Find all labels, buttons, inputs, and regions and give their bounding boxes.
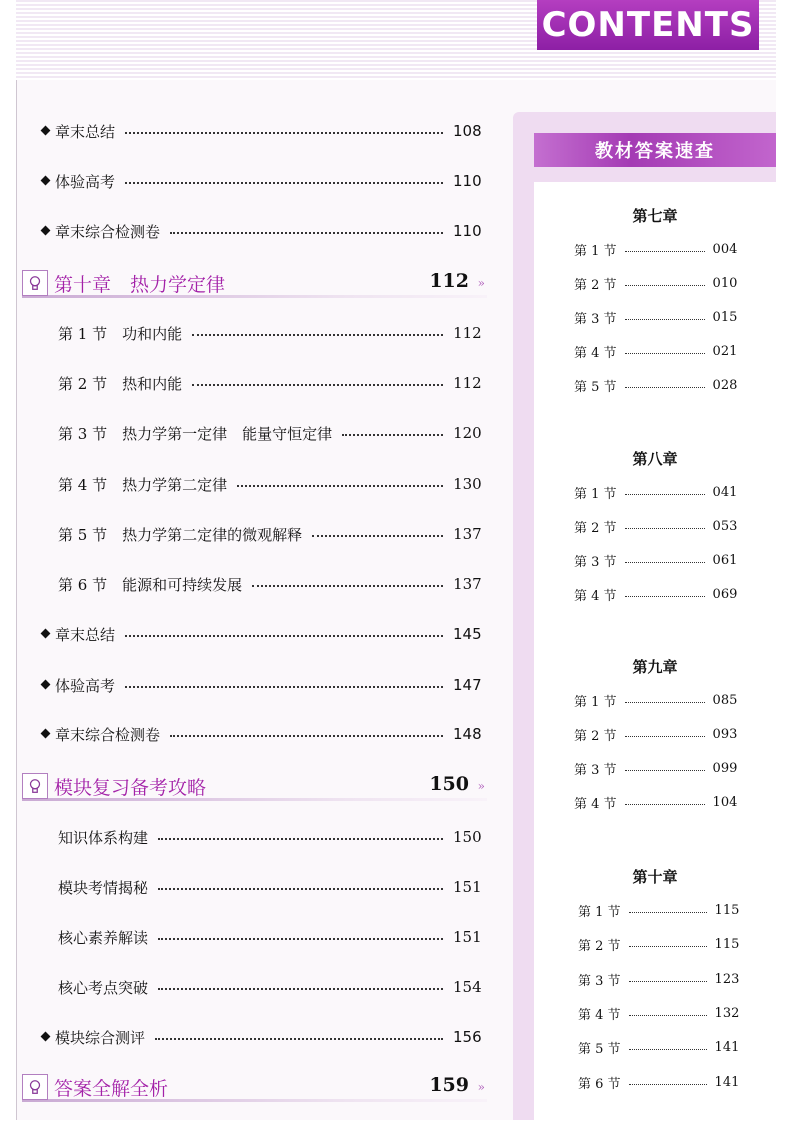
toc-section-item[interactable] xyxy=(58,974,482,1000)
toc-section-item[interactable] xyxy=(58,420,482,446)
answer-row[interactable] xyxy=(574,515,737,537)
chevron-right-icon: » xyxy=(477,779,485,793)
toc-entry-page: 145 xyxy=(453,625,482,643)
answer-page: 123 xyxy=(714,971,740,987)
toc-section-item[interactable] xyxy=(58,571,482,597)
toc-end-item[interactable] xyxy=(42,621,482,647)
lightbulb-icon xyxy=(22,773,48,799)
answer-page: 021 xyxy=(712,343,738,359)
toc-entry-page: 154 xyxy=(453,978,482,996)
dot-leader xyxy=(192,334,443,336)
toc-section-item[interactable] xyxy=(58,320,482,346)
answer-section-label: 第 3 节 xyxy=(578,973,621,989)
answer-section-label: 第 5 节 xyxy=(578,1041,621,1057)
toc-entry-label: 第 3 节 热力学第一定律 能量守恒定律 xyxy=(58,424,333,443)
answer-row[interactable] xyxy=(574,481,737,503)
toc-section-item[interactable] xyxy=(58,471,482,497)
dot-leader xyxy=(625,528,705,529)
answer-section-label: 第 4 节 xyxy=(574,588,617,604)
page-frame-line xyxy=(16,80,17,1120)
toc-entry-label: 知识体系构建 xyxy=(58,828,149,847)
dot-leader xyxy=(625,285,705,286)
answer-page: 093 xyxy=(712,726,738,742)
toc-section-item[interactable] xyxy=(58,924,482,950)
toc-entry-label: 第 4 节 热力学第二定律 xyxy=(58,475,228,494)
answer-section-label: 第 3 节 xyxy=(574,762,617,778)
bullet-icon xyxy=(41,728,51,738)
toc-end-item[interactable] xyxy=(42,218,482,244)
dot-leader xyxy=(625,770,705,771)
bullet-icon xyxy=(41,175,51,185)
answer-section-label: 第 5 节 xyxy=(574,379,617,395)
answer-section-label: 第 4 节 xyxy=(574,796,617,812)
answer-row[interactable] xyxy=(578,933,739,955)
toc-entry-page: 137 xyxy=(453,575,482,593)
dot-leader xyxy=(625,251,705,252)
dot-leader xyxy=(125,686,443,688)
answer-section-label: 第 2 节 xyxy=(574,728,617,744)
answer-section-label: 第 2 节 xyxy=(574,520,617,536)
answer-row[interactable] xyxy=(574,374,737,396)
answer-section-label: 第 6 节 xyxy=(578,1076,621,1092)
answer-row[interactable] xyxy=(574,791,737,813)
toc-end-item[interactable] xyxy=(42,1024,482,1050)
toc-section-item[interactable] xyxy=(58,874,482,900)
answer-page: 115 xyxy=(714,936,740,952)
answer-row[interactable] xyxy=(578,968,739,990)
answer-row[interactable] xyxy=(578,1036,739,1058)
dot-leader xyxy=(625,596,705,597)
dot-leader xyxy=(625,494,705,495)
dot-leader xyxy=(625,562,705,563)
answer-page: 061 xyxy=(712,552,738,568)
answer-row[interactable] xyxy=(574,272,737,294)
dot-leader xyxy=(629,946,707,947)
answer-section-label: 第 1 节 xyxy=(578,904,621,920)
toc-end-item[interactable] xyxy=(42,118,482,144)
bullet-icon xyxy=(41,628,51,638)
dot-leader xyxy=(158,988,443,990)
answer-page: 141 xyxy=(714,1074,740,1090)
toc-entry-page: 112 xyxy=(453,374,482,392)
lightbulb-icon xyxy=(22,1074,48,1100)
toc-entry-label: 模块综合测评 xyxy=(55,1028,146,1047)
answer-section-label: 第 1 节 xyxy=(574,243,617,259)
toc-entry-page: 130 xyxy=(453,475,482,493)
answer-panel-header: 教材答案速查 xyxy=(534,133,776,167)
toc-entry-page: 120 xyxy=(453,424,482,442)
dot-leader xyxy=(629,1084,707,1085)
bullet-icon xyxy=(41,225,51,235)
answer-row[interactable] xyxy=(574,238,737,260)
dot-leader xyxy=(625,387,705,388)
answer-page: 085 xyxy=(712,692,738,708)
dot-leader xyxy=(625,702,705,703)
answer-chapter-title: 第九章 xyxy=(632,658,678,676)
dot-leader xyxy=(625,736,705,737)
dot-leader xyxy=(158,938,443,940)
toc-entry-label: 模块考情揭秘 xyxy=(58,878,149,897)
chapter-page: 159 xyxy=(429,1074,469,1096)
chapter-page: 112 xyxy=(429,270,469,292)
dot-leader xyxy=(629,912,707,913)
answer-row[interactable] xyxy=(574,340,737,362)
dot-leader xyxy=(155,1038,443,1040)
dot-leader xyxy=(625,319,705,320)
toc-entry-label: 第 6 节 能源和可持续发展 xyxy=(58,575,243,594)
answer-row[interactable] xyxy=(574,689,737,711)
toc-entry-label: 章末综合检测卷 xyxy=(55,222,161,241)
dot-leader xyxy=(158,888,443,890)
bullet-icon xyxy=(41,125,51,135)
toc-end-item[interactable] xyxy=(42,721,482,747)
answer-row[interactable] xyxy=(574,583,737,605)
toc-entry-page: 147 xyxy=(453,676,482,694)
answer-row[interactable] xyxy=(578,1002,739,1024)
toc-entry-page: 148 xyxy=(453,725,482,743)
answer-page: 132 xyxy=(714,1005,740,1021)
answer-section-label: 第 2 节 xyxy=(574,277,617,293)
toc-entry-page: 108 xyxy=(453,122,482,140)
chevron-right-icon: » xyxy=(477,276,485,290)
chapter-page: 150 xyxy=(429,773,469,795)
answer-page: 115 xyxy=(714,902,740,918)
dot-leader xyxy=(252,585,443,587)
chapter-title: 模块复习备考攻略 xyxy=(54,777,207,799)
answer-page: 104 xyxy=(712,794,738,810)
toc-entry-label: 章末总结 xyxy=(55,625,116,644)
answer-row[interactable] xyxy=(578,899,739,921)
dot-leader xyxy=(237,485,443,487)
dot-leader xyxy=(629,1015,707,1016)
toc-section-item[interactable] xyxy=(58,370,482,396)
toc-entry-page: 137 xyxy=(453,525,482,543)
answer-page: 069 xyxy=(712,586,738,602)
toc-entry-page: 112 xyxy=(453,324,482,342)
dot-leader xyxy=(312,535,443,537)
chevron-right-icon: » xyxy=(477,1080,485,1094)
answer-chapter-title: 第七章 xyxy=(632,207,678,225)
toc-section-item[interactable] xyxy=(58,824,482,850)
answer-chapter-title: 第八章 xyxy=(632,450,678,468)
dot-leader xyxy=(192,384,443,386)
chapter-title: 第十章 热力学定律 xyxy=(54,274,226,296)
answer-page: 141 xyxy=(714,1039,740,1055)
bullet-icon xyxy=(41,679,51,689)
dot-leader xyxy=(158,838,443,840)
toc-end-item[interactable] xyxy=(42,168,482,194)
dot-leader xyxy=(170,232,443,234)
dot-leader xyxy=(125,635,443,637)
answer-section-label: 第 1 节 xyxy=(574,694,617,710)
toc-end-item[interactable] xyxy=(42,672,482,698)
toc-entry-label: 体验高考 xyxy=(55,676,116,695)
toc-entry-label: 章末综合检测卷 xyxy=(55,725,161,744)
toc-entry-label: 第 2 节 热和内能 xyxy=(58,374,183,393)
answer-row[interactable] xyxy=(578,1071,739,1093)
answer-page: 053 xyxy=(712,518,738,534)
answer-page: 004 xyxy=(712,241,738,257)
toc-entry-label: 体验高考 xyxy=(55,172,116,191)
toc-entry-label: 核心素养解读 xyxy=(58,928,149,947)
dot-leader xyxy=(629,981,707,982)
toc-entry-label: 章末总结 xyxy=(55,122,116,141)
answer-page: 099 xyxy=(712,760,738,776)
answer-page: 028 xyxy=(712,377,738,393)
toc-entry-page: 110 xyxy=(453,222,482,240)
answer-chapter-title: 第十章 xyxy=(632,868,678,886)
answer-page: 041 xyxy=(712,484,738,500)
answer-section-label: 第 3 节 xyxy=(574,554,617,570)
answer-page: 015 xyxy=(712,309,738,325)
dot-leader xyxy=(125,132,443,134)
chapter-10-header[interactable] xyxy=(22,270,487,298)
answer-section-label: 第 1 节 xyxy=(574,486,617,502)
toc-entry-label: 第 5 节 热力学第二定律的微观解释 xyxy=(58,525,303,544)
answer-page: 010 xyxy=(712,275,738,291)
toc-entry-page: 151 xyxy=(453,928,482,946)
answer-row[interactable] xyxy=(574,306,737,328)
toc-entry-label: 第 1 节 功和内能 xyxy=(58,324,183,343)
toc-entry-label: 核心考点突破 xyxy=(58,978,149,997)
answer-section-label: 第 2 节 xyxy=(578,938,621,954)
answer-section-label: 第 3 节 xyxy=(574,311,617,327)
dot-leader xyxy=(629,1049,707,1050)
contents-banner: CONTENTS xyxy=(537,0,759,50)
bullet-icon xyxy=(41,1031,51,1041)
answer-row[interactable] xyxy=(574,723,737,745)
dot-leader xyxy=(342,434,443,436)
answer-section-label: 第 4 节 xyxy=(578,1007,621,1023)
toc-entry-page: 110 xyxy=(453,172,482,190)
dot-leader xyxy=(625,804,705,805)
toc-section-item[interactable] xyxy=(58,521,482,547)
answer-row[interactable] xyxy=(574,549,737,571)
answer-section-label: 第 4 节 xyxy=(574,345,617,361)
dot-leader xyxy=(170,735,443,737)
dot-leader xyxy=(625,353,705,354)
toc-entry-page: 151 xyxy=(453,878,482,896)
review-header[interactable] xyxy=(22,773,487,801)
answers-header[interactable] xyxy=(22,1074,487,1102)
lightbulb-icon xyxy=(22,270,48,296)
dot-leader xyxy=(125,182,443,184)
chapter-title: 答案全解全析 xyxy=(54,1078,169,1100)
answer-row[interactable] xyxy=(574,757,737,779)
toc-entry-page: 156 xyxy=(453,1028,482,1046)
toc-entry-page: 150 xyxy=(453,828,482,846)
